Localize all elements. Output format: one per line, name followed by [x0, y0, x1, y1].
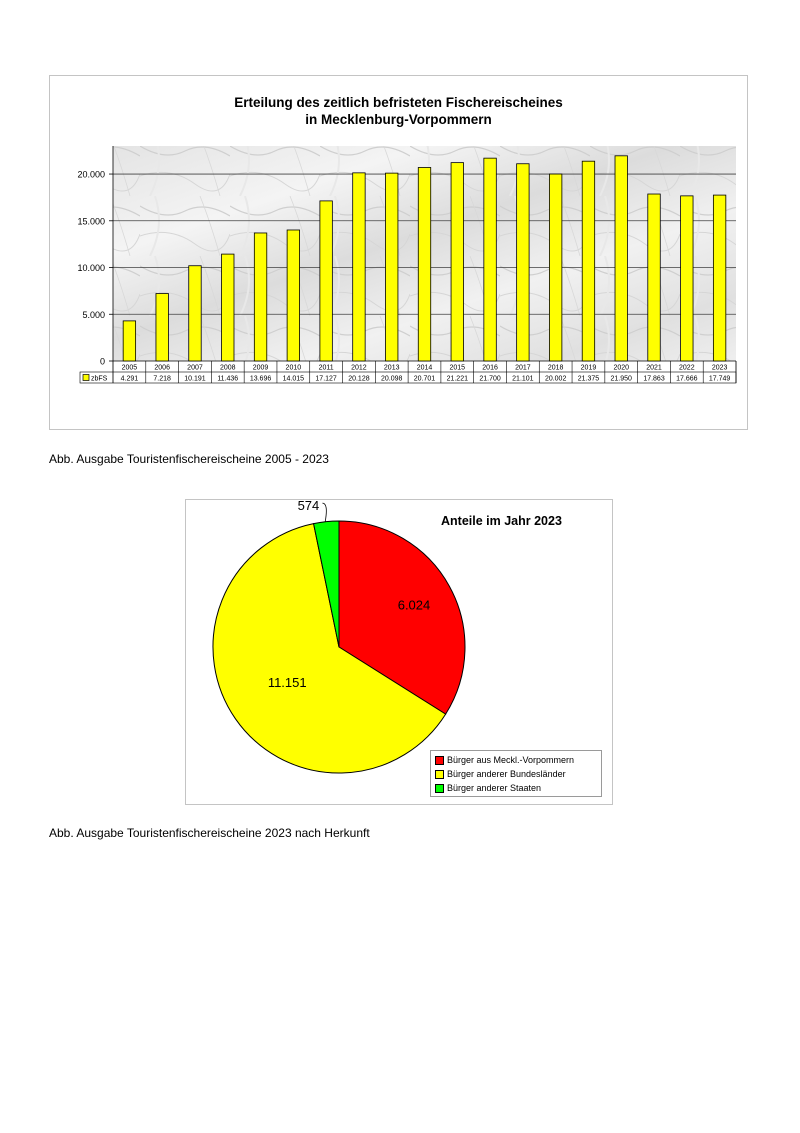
bar-data-table — [80, 361, 736, 383]
legend-item — [435, 753, 597, 767]
x-tick-label: 2010 — [285, 364, 302, 372]
bar — [484, 158, 496, 361]
data-label: 4.291 — [120, 375, 139, 383]
y-tick-label: 10.000 — [77, 263, 105, 274]
data-label: 20.701 — [413, 375, 436, 383]
x-tick-label: 2023 — [711, 364, 728, 372]
bar — [385, 173, 397, 361]
data-label: 13.696 — [249, 375, 272, 383]
legend-swatch-mv — [435, 756, 444, 765]
bar — [681, 196, 693, 361]
bar — [287, 230, 299, 361]
slice-label: 11.151 — [267, 674, 307, 690]
x-tick-label: 2019 — [580, 364, 597, 372]
x-tick-label: 2007 — [187, 364, 203, 372]
data-label: 17.863 — [643, 375, 665, 383]
data-label: 20.128 — [348, 375, 370, 383]
data-label: 11.436 — [217, 375, 239, 383]
slice-label: 6.024 — [397, 597, 431, 613]
data-label: 21.700 — [479, 375, 501, 383]
bar-chart-caption: Abb. Ausgabe Touristenfischereischeine 2005 - 2023 — [49, 452, 329, 466]
y-tick-label: 15.000 — [77, 216, 105, 227]
y-tick-label: 5.000 — [82, 309, 105, 320]
pie-chart-title: Anteile im Jahr 2023 — [441, 514, 562, 528]
bar-chart — [50, 76, 749, 431]
legend-item — [435, 781, 597, 795]
x-tick-label: 2008 — [219, 364, 236, 372]
x-tick-label: 2009 — [252, 364, 269, 372]
series-name: zbFS — [91, 375, 108, 383]
bar — [582, 161, 594, 361]
data-label: 17.749 — [708, 375, 731, 383]
data-label: 21.950 — [610, 375, 632, 383]
x-tick-label: 2015 — [449, 364, 466, 372]
slice-label: 574 — [297, 500, 320, 514]
bar — [648, 194, 660, 361]
pie-chart-caption: Abb. Ausgabe Touristenfischereischeine 2023 nach Herkunft — [49, 826, 370, 840]
data-label: 14.015 — [282, 375, 305, 383]
x-tick-label: 2016 — [482, 364, 498, 372]
x-tick-label: 2012 — [351, 364, 367, 372]
bar-chart-title-line-2: in Mecklenburg-Vorpommern — [305, 112, 492, 127]
legend-label: Bürger aus Meckl.-Vorpommern — [447, 755, 575, 765]
bar — [353, 173, 365, 361]
y-tick-label: 0 — [99, 356, 105, 367]
bar — [254, 233, 266, 361]
x-tick-label: 2006 — [154, 364, 170, 372]
legend-swatch-other-states — [435, 770, 444, 779]
bar-chart-frame — [49, 75, 748, 430]
bar — [320, 201, 332, 361]
x-tick-label: 2005 — [121, 364, 138, 372]
data-label: 17.666 — [676, 375, 698, 383]
x-tick-label: 2013 — [383, 364, 400, 372]
bar — [713, 195, 725, 361]
bar — [517, 164, 529, 361]
data-label: 17.127 — [315, 375, 337, 383]
x-tick-label: 2021 — [646, 364, 662, 372]
bar — [189, 266, 201, 361]
x-tick-label: 2011 — [318, 364, 334, 372]
data-label: 21.375 — [577, 375, 600, 383]
x-tick-label: 2018 — [547, 364, 564, 372]
data-label: 10.191 — [184, 375, 206, 383]
bar — [156, 294, 168, 361]
bar — [418, 167, 430, 361]
pie-legend — [430, 750, 602, 797]
data-label: 7.218 — [153, 375, 171, 383]
y-tick-label: 20.000 — [77, 169, 105, 180]
legend-key — [83, 375, 89, 381]
legend-label: Bürger anderer Bundesländer — [447, 769, 566, 779]
bar-chart-title-line-1: Erteilung des zeitlich befristeten Fischereischeines — [234, 95, 563, 110]
x-tick-label: 2014 — [416, 364, 433, 372]
bar — [451, 163, 463, 361]
legend-item — [435, 767, 597, 781]
data-label: 21.101 — [512, 375, 534, 383]
bar — [615, 156, 627, 361]
legend-swatch-other-countries — [435, 784, 444, 793]
bar — [123, 321, 135, 361]
legend-label: Bürger anderer Staaten — [447, 783, 542, 793]
data-label: 20.098 — [380, 375, 403, 383]
bar — [549, 174, 561, 361]
x-tick-label: 2017 — [515, 364, 531, 372]
bar — [222, 254, 234, 361]
data-label: 21.221 — [446, 375, 469, 383]
x-tick-label: 2020 — [613, 364, 630, 372]
pie-chart-frame — [185, 499, 613, 805]
x-tick-label: 2022 — [679, 364, 695, 372]
data-label: 20.002 — [544, 375, 567, 383]
leader-line — [322, 503, 326, 522]
